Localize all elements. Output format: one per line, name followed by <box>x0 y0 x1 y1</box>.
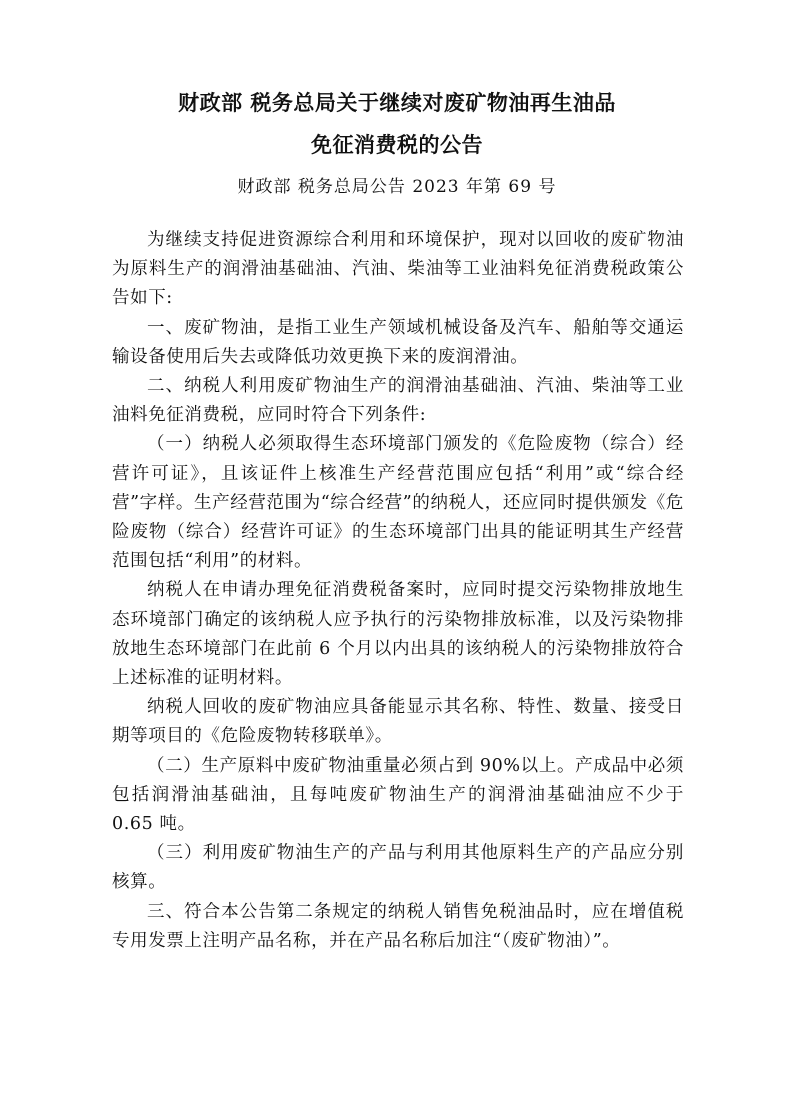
condition-2-paragraph: （二）生产原料中废矿物油重量必须占到 90%以上。产成品中必须包括润滑油基础油，且每吨废矿物油生产的润滑油基础油应不少于 0.65 吨。 <box>112 755 684 835</box>
document-body <box>112 226 684 956</box>
article-3-paragraph: 三、符合本公告第二条规定的纳税人销售免税油品时，应在增值税专用发票上注明产品名称，并在产品名称后加注“（废矿物油）”。 <box>112 901 684 951</box>
condition-1-emission-paragraph: 纳税人在申请办理免征消费税备案时，应同时提交污染物排放地生态环境部门确定的该纳税人应予执行的污染物排放标准，以及污染物排放地生态环境部门在此前 6 个月以内出具的该纳税人的污染物排放符合上述标准的证明材料。 <box>112 580 684 689</box>
condition-1-transfer-paragraph: 纳税人回收的废矿物油应具备能显示其名称、特性、数量、接受日期等项目的《危险废物转移联单》。 <box>112 697 684 747</box>
article-1-paragraph: 一、废矿物油，是指工业生产领域机械设备及汽车、船舶等交通运输设备使用后失去或降低功效更换下来的废润滑油。 <box>112 317 684 367</box>
document-title-line-2: 免征消费税的公告 <box>311 133 483 157</box>
condition-1-paragraph: （一）纳税人必须取得生态环境部门颁发的《危险废物（综合）经营许可证》，且该证件上核准生产经营范围应包括“利用”或“综合经营”字样。生产经营范围为“综合经营”的纳税人，还应同时提供颁发《危险废物（综合）经营许可证》的生态环境部门出具的能证明其生产经营范围包括“利用”的材料。 <box>112 434 684 572</box>
announcement-number: 财政部 税务总局公告 2023 年第 69 号 <box>237 177 557 197</box>
article-2-paragraph: 二、纳税人利用废矿物油生产的润滑油基础油、汽油、柴油等工业油料免征消费税，应同时符合下列条件: <box>112 376 684 426</box>
condition-3-paragraph: （三）利用废矿物油生产的产品与利用其他原料生产的产品应分别核算。 <box>112 843 684 893</box>
document-title-line-1: 财政部 税务总局关于继续对废矿物油再生油品 <box>178 91 616 115</box>
intro-paragraph: 为继续支持促进资源综合利用和环境保护，现对以回收的废矿物油为原料生产的润滑油基础油、汽油、柴油等工业油料免征消费税政策公告如下: <box>112 230 684 309</box>
